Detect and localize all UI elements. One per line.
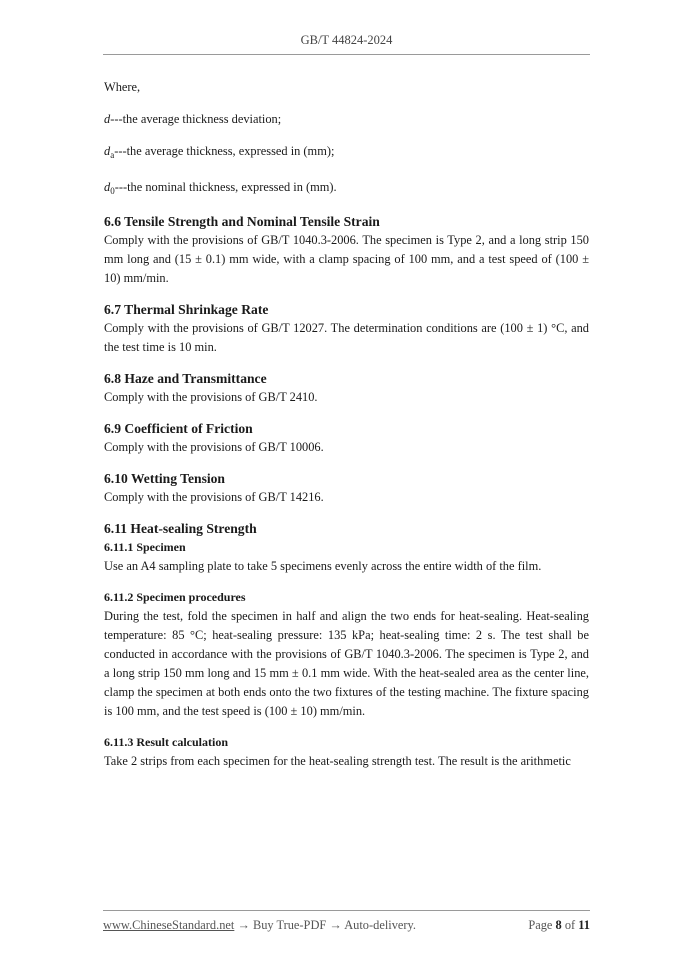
body-6-7: Comply with the provisions of GB/T 12027. The determination conditions are (100 ± 1) °C, and the test time is 10 min. bbox=[104, 321, 589, 354]
heading-6-11-3: 6.11.3 Result calculation bbox=[104, 735, 229, 749]
header-divider bbox=[103, 54, 590, 55]
body-6-11-1: Use an A4 sampling plate to take 5 specimens evenly across the entire width of the film. bbox=[104, 559, 542, 573]
body-6-10: Comply with the provisions of GB/T 14216. bbox=[104, 490, 324, 504]
auto-delivery-text: Auto-delivery. bbox=[344, 918, 417, 932]
definition-da-text: ---the average thickness, expressed in (mm); bbox=[114, 144, 335, 158]
definition-d-text: ---the average thickness deviation; bbox=[110, 112, 282, 126]
var-da-sub: a bbox=[110, 150, 115, 160]
heading-6-7: 6.7 Thermal Shrinkage Rate bbox=[104, 302, 269, 317]
definition-da bbox=[104, 142, 589, 165]
heading-6-11: 6.11 Heat-sealing Strength bbox=[104, 521, 257, 536]
var-d0: d bbox=[104, 180, 111, 194]
heading-6-10: 6.10 Wetting Tension bbox=[104, 471, 225, 486]
page-word: Page bbox=[528, 918, 553, 932]
current-page-number: 8 bbox=[555, 918, 562, 932]
definition-d0-text: ---the nominal thickness, expressed in (mm). bbox=[114, 180, 337, 194]
body-6-9: Comply with the provisions of GB/T 10006. bbox=[104, 440, 324, 454]
page-footer bbox=[103, 918, 590, 933]
where-intro: Where, bbox=[104, 80, 141, 94]
var-d0-sub: 0 bbox=[110, 186, 115, 196]
page-header-code: GB/T 44824-2024 bbox=[300, 33, 393, 47]
heading-6-11-2: 6.11.2 Specimen procedures bbox=[104, 590, 246, 604]
body-6-6: Comply with the provisions of GB/T 1040.3-2006. The specimen is Type 2, and a long strip 150 mm long and (15 ± 0.1) mm wide, with a clamp spacing of 100 mm, and a test speed of (100 ± 10) mm/min. bbox=[104, 233, 589, 285]
of-word: of bbox=[564, 918, 576, 932]
page-indicator bbox=[528, 918, 590, 933]
heading-6-9: 6.9 Coefficient of Friction bbox=[104, 421, 253, 436]
heading-6-6: 6.6 Tensile Strength and Nominal Tensile Strain bbox=[104, 214, 380, 229]
body-6-11-2: During the test, fold the specimen in half and align the two ends for heat-sealing. Heat-sealing temperature: 85 °C; heat-sealing pressure: 135 kPa; heat-sealing time: 2 s. The test shall be conducted in accordance with the provisions of GB/T 1040.3-2006. The specimen is Type 2, and a long strip 150 mm long and 15 mm ± 0.1 mm wide. With the heat-sealed area as the center line, clamp the specimen at both ends onto the two fixtures of the testing machine. The fixture spacing is 100 mm, and the test speed is (100 ± 10) mm/min. bbox=[104, 609, 589, 718]
heading-6-8: 6.8 Haze and Transmittance bbox=[104, 371, 267, 386]
arrow-right-icon: → bbox=[329, 918, 342, 932]
var-d: d bbox=[104, 112, 111, 126]
total-page-count: 11 bbox=[578, 918, 590, 932]
buy-pdf-text: Buy True-PDF bbox=[252, 918, 327, 932]
body-6-8: Comply with the provisions of GB/T 2410. bbox=[104, 390, 318, 404]
definition-d0 bbox=[104, 178, 589, 201]
footer-promo bbox=[103, 918, 416, 933]
body-6-11-3: Take 2 strips from each specimen for the heat-sealing strength test. The result is the arithmetic bbox=[104, 754, 571, 768]
document-body bbox=[104, 78, 589, 783]
arrow-right-icon: → bbox=[237, 918, 250, 932]
definition-d bbox=[104, 110, 589, 129]
var-da: d bbox=[104, 144, 111, 158]
site-link[interactable]: www.ChineseStandard.net bbox=[103, 918, 235, 932]
footer-divider bbox=[103, 910, 590, 911]
heading-6-11-1: 6.11.1 Specimen bbox=[104, 540, 186, 554]
